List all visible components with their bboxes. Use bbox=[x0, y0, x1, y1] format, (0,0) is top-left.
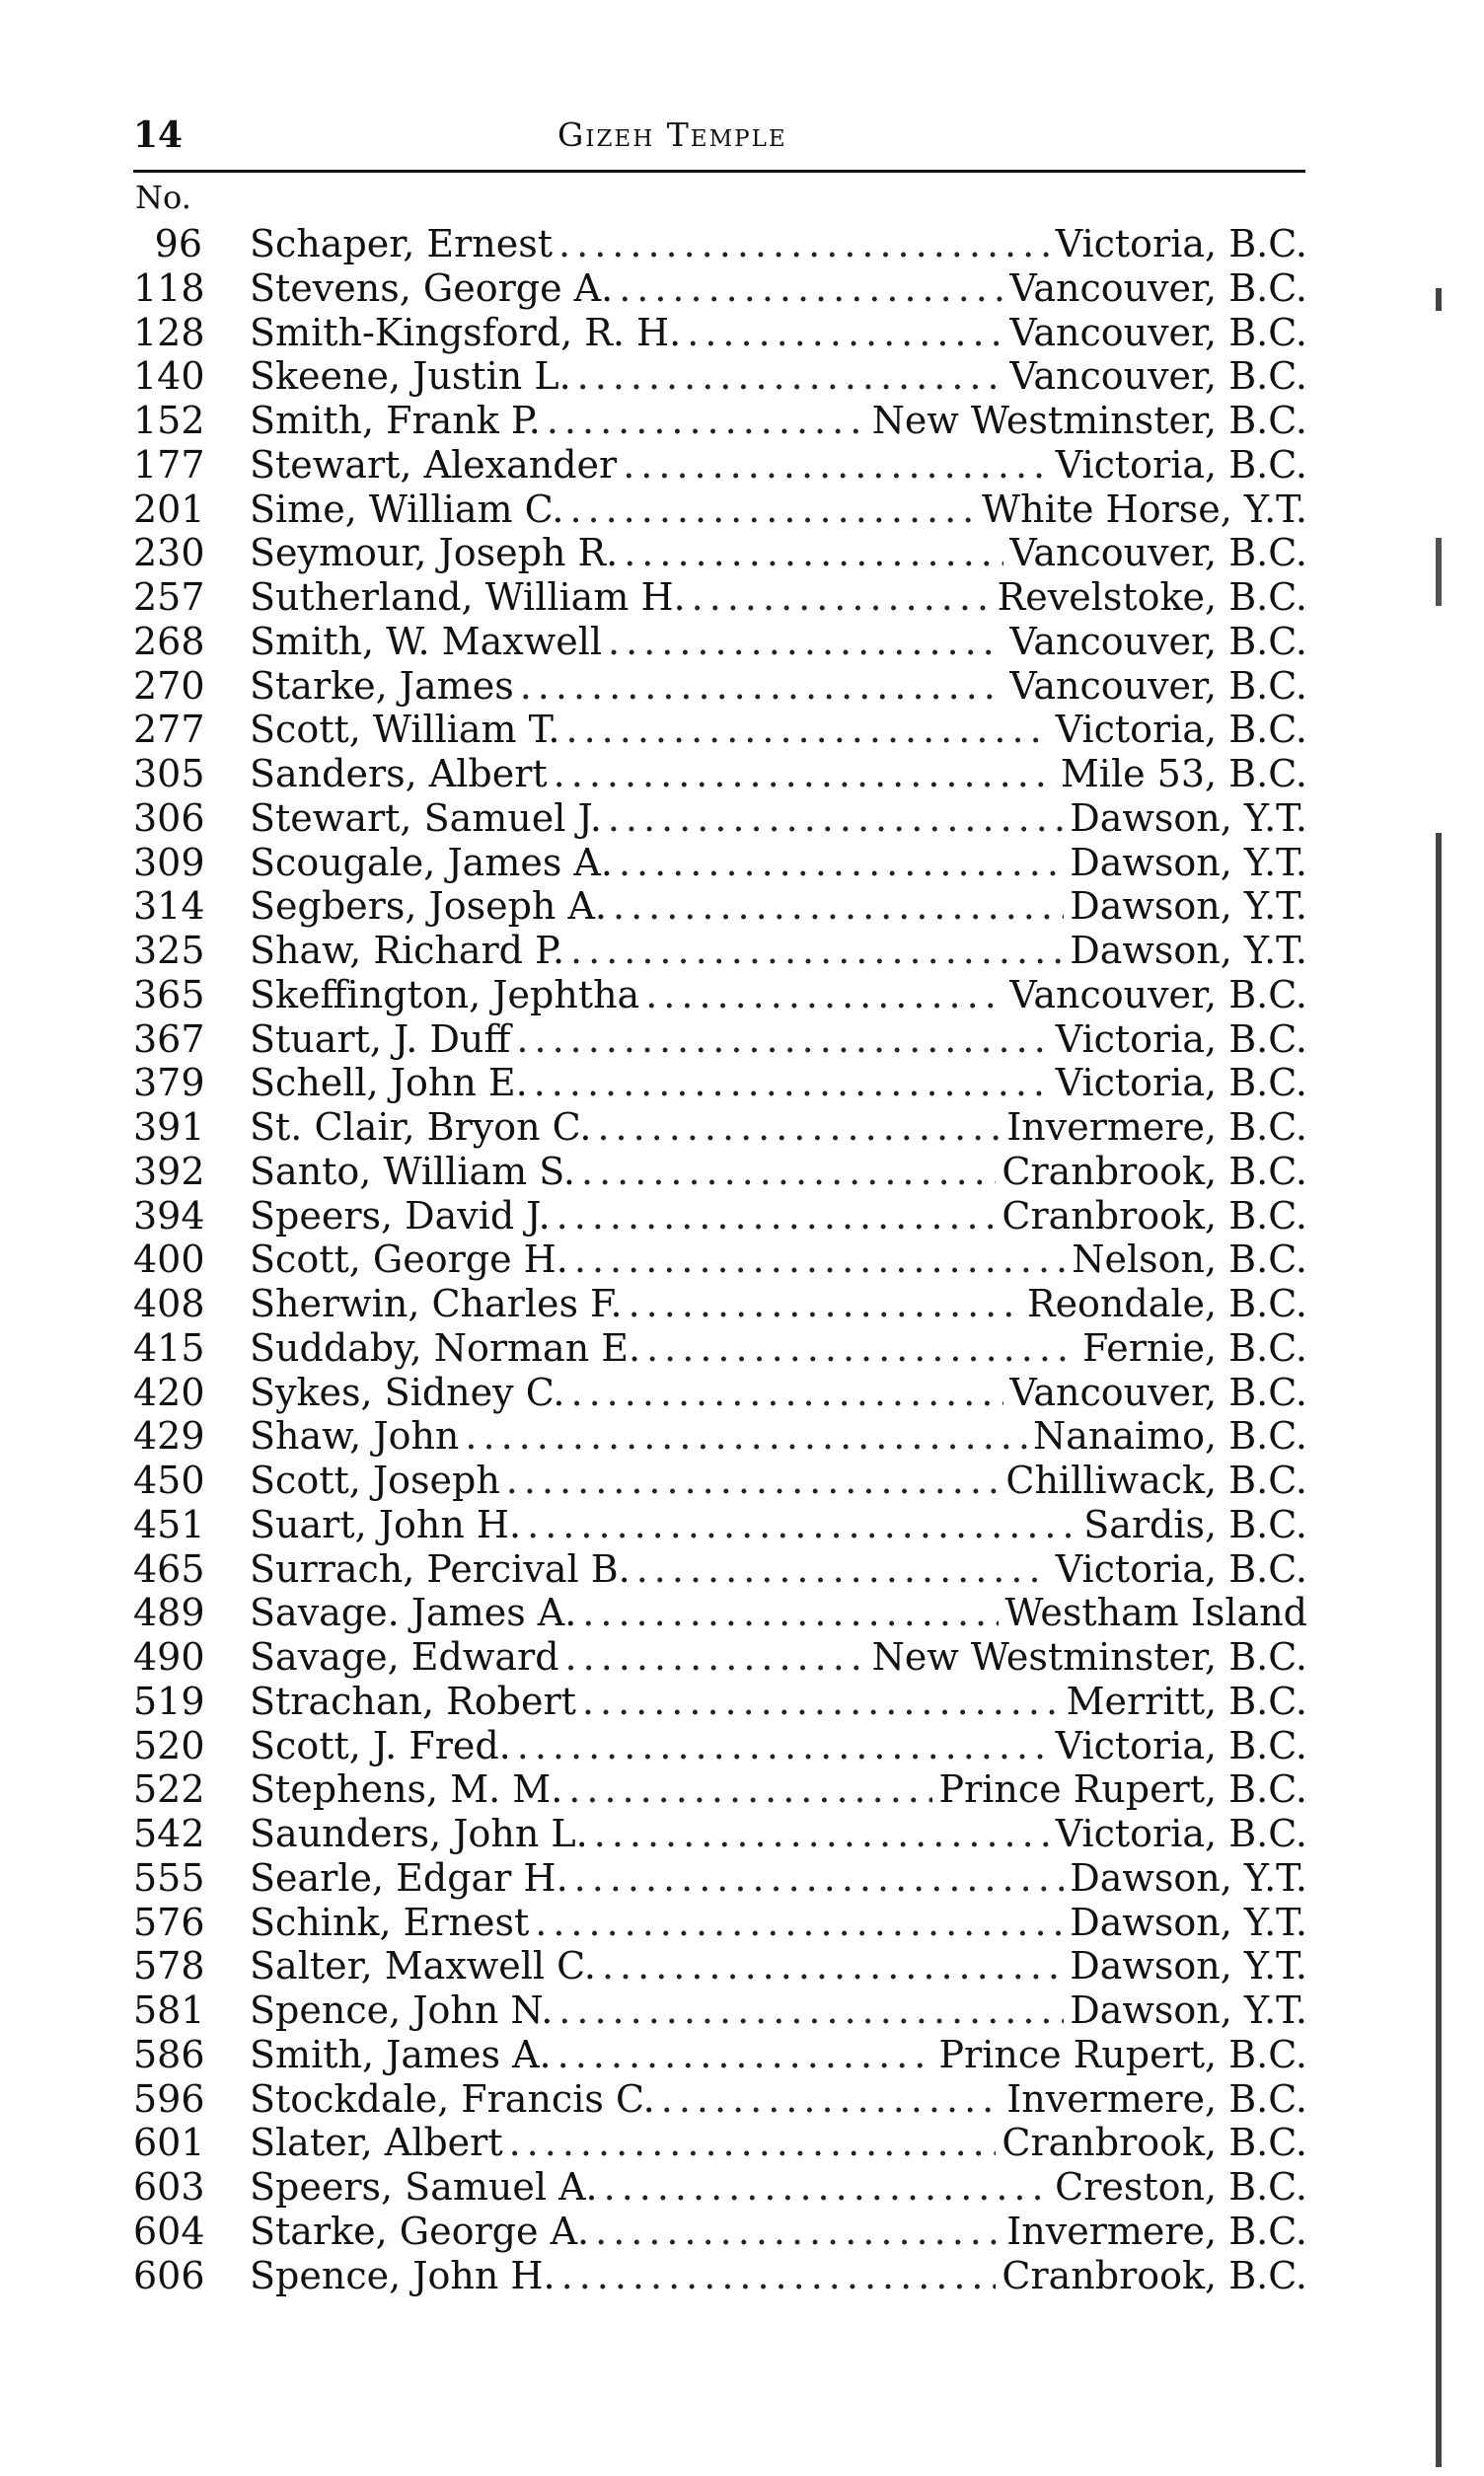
member-location: New Westminster, B.C. bbox=[871, 1635, 1307, 1679]
member-location: Prince Rupert, B.C. bbox=[938, 2032, 1307, 2076]
dot-leader bbox=[692, 575, 992, 620]
dot-leader bbox=[558, 222, 1050, 266]
member-location: Vancouver, B.C. bbox=[1009, 972, 1307, 1016]
member-name: Surrach, Percival B. bbox=[250, 1546, 631, 1591]
list-item bbox=[133, 2254, 1307, 2298]
member-number: 306 bbox=[133, 795, 205, 840]
running-title: Gizeh Temple bbox=[557, 115, 787, 154]
dot-leader bbox=[547, 399, 866, 443]
dot-leader bbox=[568, 1767, 932, 1812]
dot-leader bbox=[517, 1724, 1050, 1768]
dot-leader bbox=[597, 1105, 1001, 1150]
member-location: Victoria, B.C. bbox=[1055, 708, 1307, 752]
list-item bbox=[133, 266, 1307, 311]
member-location: Dawson, Y.T. bbox=[1070, 795, 1307, 840]
dot-leader bbox=[619, 266, 1003, 311]
member-location: Victoria, B.C. bbox=[1055, 1546, 1307, 1591]
list-item bbox=[133, 1238, 1307, 1282]
dot-leader bbox=[636, 1547, 1050, 1592]
dot-leader bbox=[624, 531, 1003, 575]
list-item bbox=[133, 1635, 1307, 1680]
member-location: Nanaimo, B.C. bbox=[1032, 1414, 1307, 1459]
dot-leader bbox=[535, 1901, 1064, 1945]
list-item bbox=[133, 531, 1307, 575]
dot-leader bbox=[534, 1061, 1050, 1105]
list-item bbox=[133, 1194, 1307, 1238]
list-item bbox=[133, 1326, 1307, 1371]
list-item bbox=[133, 708, 1307, 752]
list-item bbox=[133, 1988, 1307, 2033]
list-item bbox=[133, 2165, 1307, 2210]
member-number: 152 bbox=[133, 399, 205, 442]
member-number: 542 bbox=[133, 1812, 205, 1855]
member-name: Scott, J. Fred. bbox=[250, 1723, 511, 1767]
dot-leader bbox=[582, 1680, 1061, 1724]
list-item bbox=[133, 222, 1307, 266]
dot-leader bbox=[646, 1326, 1076, 1371]
dot-leader bbox=[561, 2254, 997, 2298]
member-list bbox=[133, 222, 1307, 2297]
member-name: Santo, William S. bbox=[250, 1149, 575, 1193]
member-name: Sutherland, William H. bbox=[250, 575, 686, 619]
page-number: 14 bbox=[133, 114, 184, 156]
member-name: Suddaby, Norman E. bbox=[250, 1325, 641, 1370]
member-location: Cranbrook, B.C. bbox=[1002, 1193, 1307, 1238]
list-item bbox=[133, 1459, 1307, 1503]
list-item bbox=[133, 2077, 1307, 2122]
list-item bbox=[133, 929, 1307, 973]
member-location: Invermere, B.C. bbox=[1006, 2209, 1307, 2253]
list-item bbox=[133, 1591, 1307, 1635]
member-location: Vancouver, B.C. bbox=[1009, 1370, 1307, 1414]
member-name: Smith, W. Maxwell bbox=[250, 619, 603, 663]
member-name: Sime, William C. bbox=[250, 487, 564, 531]
dot-leader bbox=[554, 752, 1055, 796]
member-name: Stevens, George A. bbox=[250, 265, 614, 310]
dot-leader bbox=[613, 884, 1064, 929]
member-name: Slater, Albert bbox=[250, 2121, 503, 2165]
list-item bbox=[133, 1503, 1307, 1547]
member-name: Stockdale, Francis C. bbox=[250, 2076, 655, 2121]
member-name: Speers, David J. bbox=[250, 1193, 551, 1238]
member-name: Speers, Samuel A. bbox=[250, 2165, 598, 2209]
list-item bbox=[133, 2210, 1307, 2254]
list-item bbox=[133, 1105, 1307, 1150]
page-header bbox=[133, 111, 1307, 160]
member-location: Victoria, B.C. bbox=[1055, 1016, 1307, 1061]
member-name: Starke, George A. bbox=[250, 2209, 590, 2253]
member-number: 578 bbox=[133, 1944, 205, 1988]
member-number: 576 bbox=[133, 1900, 205, 1944]
member-location: Fernie, B.C. bbox=[1081, 1325, 1307, 1370]
list-item bbox=[133, 1371, 1307, 1415]
list-item bbox=[133, 796, 1307, 841]
member-location: Victoria, B.C. bbox=[1055, 1061, 1307, 1105]
list-item bbox=[133, 1282, 1307, 1326]
member-location: Prince Rupert, B.C. bbox=[938, 1767, 1307, 1812]
member-location: Victoria, B.C. bbox=[1055, 222, 1307, 265]
list-item bbox=[133, 664, 1307, 709]
list-item bbox=[133, 311, 1307, 355]
member-number: 465 bbox=[133, 1546, 205, 1591]
list-item bbox=[133, 1724, 1307, 1768]
member-name: Sherwin, Charles F. bbox=[250, 1282, 623, 1325]
member-name: Spence, John N. bbox=[250, 1988, 554, 2032]
member-number: 394 bbox=[133, 1193, 205, 1238]
list-item bbox=[133, 620, 1307, 664]
member-name: Searle, Edgar H. bbox=[250, 1855, 568, 1900]
member-number: 268 bbox=[133, 619, 205, 663]
list-item bbox=[133, 884, 1307, 929]
list-item bbox=[133, 2121, 1307, 2165]
member-number: 603 bbox=[133, 2165, 205, 2209]
member-number: 96 bbox=[154, 222, 202, 265]
member-number: 118 bbox=[133, 265, 205, 310]
dot-leader bbox=[516, 1017, 1049, 1062]
dot-leader bbox=[581, 1150, 996, 1194]
list-item bbox=[133, 1061, 1307, 1105]
dot-leader bbox=[604, 2165, 1050, 2210]
member-number: 604 bbox=[133, 2209, 205, 2253]
member-number: 379 bbox=[133, 1061, 205, 1105]
member-number: 309 bbox=[133, 840, 205, 884]
member-name: Savage, Edward bbox=[250, 1635, 559, 1679]
member-number: 429 bbox=[133, 1414, 205, 1459]
member-location: Westham Island bbox=[1004, 1591, 1307, 1635]
member-number: 305 bbox=[133, 752, 205, 795]
member-location: Victoria, B.C. bbox=[1055, 442, 1307, 487]
member-location: Vancouver, B.C. bbox=[1009, 531, 1307, 575]
member-location: Vancouver, B.C. bbox=[1009, 265, 1307, 310]
member-name: Stewart, Alexander bbox=[250, 442, 618, 487]
member-name: Skeene, Justin L. bbox=[250, 354, 571, 399]
list-item bbox=[133, 1944, 1307, 1988]
member-number: 581 bbox=[133, 1988, 205, 2032]
member-name: Smith, Frank P. bbox=[250, 399, 541, 442]
list-item bbox=[133, 1812, 1307, 1856]
member-name: Spence, John H. bbox=[250, 2253, 556, 2297]
dot-leader bbox=[556, 1194, 997, 1238]
member-number: 128 bbox=[133, 310, 205, 354]
member-number: 520 bbox=[133, 1723, 205, 1767]
dot-leader bbox=[582, 1591, 999, 1635]
member-number: 490 bbox=[133, 1635, 205, 1679]
member-number: 451 bbox=[133, 1502, 205, 1546]
member-location: Cranbrook, B.C. bbox=[1002, 1149, 1307, 1193]
member-number: 400 bbox=[133, 1238, 205, 1282]
member-number: 596 bbox=[133, 2076, 205, 2121]
member-number: 519 bbox=[133, 1679, 205, 1723]
dot-leader bbox=[557, 2033, 933, 2077]
dot-leader bbox=[661, 2077, 1002, 2122]
member-number: 365 bbox=[133, 972, 205, 1016]
list-item bbox=[133, 1150, 1307, 1194]
member-name: Sanders, Albert bbox=[250, 752, 548, 795]
member-number: 270 bbox=[133, 663, 205, 708]
member-number: 489 bbox=[133, 1591, 205, 1635]
member-number: 392 bbox=[133, 1149, 205, 1193]
member-number: 201 bbox=[133, 487, 205, 531]
list-item bbox=[133, 443, 1307, 488]
member-name: Stuart, J. Duff bbox=[250, 1016, 511, 1061]
member-number: 314 bbox=[133, 884, 205, 929]
member-number: 230 bbox=[133, 531, 205, 575]
dot-leader bbox=[571, 1371, 1004, 1415]
dot-leader bbox=[574, 1238, 1066, 1282]
list-item bbox=[133, 1767, 1307, 1812]
member-number: 522 bbox=[133, 1767, 205, 1812]
list-item bbox=[133, 1017, 1307, 1062]
scan-edge-mark bbox=[1436, 197, 1442, 2467]
header-rule bbox=[133, 170, 1305, 173]
member-location: Dawson, Y.T. bbox=[1070, 884, 1307, 929]
dot-leader bbox=[520, 664, 1004, 709]
member-location: Invermere, B.C. bbox=[1006, 1105, 1307, 1149]
member-location: Dawson, Y.T. bbox=[1070, 1944, 1307, 1988]
member-name: Starke, James bbox=[250, 663, 514, 708]
member-number: 140 bbox=[133, 354, 205, 399]
member-location: Dawson, Y.T. bbox=[1070, 1900, 1307, 1944]
member-location: Victoria, B.C. bbox=[1055, 1812, 1307, 1855]
member-name: Skeffington, Jephtha bbox=[250, 972, 640, 1016]
member-name: Shaw, Richard P. bbox=[250, 929, 565, 972]
dot-leader bbox=[608, 796, 1064, 841]
member-location: Merritt, B.C. bbox=[1066, 1679, 1307, 1723]
member-name: Stewart, Samuel J. bbox=[250, 795, 602, 840]
member-name: Sykes, Sidney C. bbox=[250, 1370, 565, 1414]
member-location: Reondale, B.C. bbox=[1026, 1282, 1307, 1325]
member-name: Saunders, John L. bbox=[250, 1812, 588, 1855]
member-location: Vancouver, B.C. bbox=[1009, 619, 1307, 663]
member-location: Dawson, Y.T. bbox=[1070, 929, 1307, 972]
member-location: Dawson, Y.T. bbox=[1070, 1988, 1307, 2032]
member-number: 391 bbox=[133, 1105, 205, 1149]
member-number: 450 bbox=[133, 1459, 205, 1502]
dot-leader bbox=[619, 841, 1064, 885]
member-location: New Westminster, B.C. bbox=[871, 399, 1307, 442]
list-item bbox=[133, 1414, 1307, 1459]
dot-leader bbox=[577, 354, 1004, 399]
member-name: Scott, George H. bbox=[250, 1238, 568, 1282]
member-number: 408 bbox=[133, 1282, 205, 1325]
member-name: Scott, William T. bbox=[250, 708, 560, 752]
list-item bbox=[133, 841, 1307, 885]
dot-leader bbox=[594, 1812, 1050, 1856]
dot-leader bbox=[595, 2210, 1001, 2254]
list-item bbox=[133, 488, 1307, 532]
member-location: Cranbrook, B.C. bbox=[1002, 2121, 1307, 2165]
dot-leader bbox=[570, 929, 1064, 973]
member-location: Vancouver, B.C. bbox=[1009, 354, 1307, 399]
dot-leader bbox=[558, 1988, 1064, 2033]
dot-leader bbox=[574, 1856, 1065, 1901]
member-name: Suart, John H. bbox=[250, 1502, 522, 1546]
member-name: Scott, Joseph bbox=[250, 1459, 500, 1502]
member-name: Schaper, Ernest bbox=[250, 222, 554, 265]
dot-leader bbox=[509, 2121, 997, 2165]
dot-leader bbox=[602, 1944, 1064, 1988]
member-name: Stephens, M. M. bbox=[250, 1767, 563, 1812]
member-location: Dawson, Y.T. bbox=[1070, 1855, 1307, 1900]
dot-leader bbox=[506, 1459, 1001, 1503]
member-name: Schell, John E. bbox=[250, 1061, 528, 1105]
list-item bbox=[133, 1901, 1307, 1945]
member-number: 325 bbox=[133, 929, 205, 972]
member-name: Shaw, John bbox=[250, 1414, 460, 1459]
member-name: Salter, Maxwell C. bbox=[250, 1944, 596, 1988]
member-location: Revelstoke, B.C. bbox=[997, 575, 1307, 619]
member-name: Strachan, Robert bbox=[250, 1679, 576, 1723]
member-location: Invermere, B.C. bbox=[1006, 2076, 1307, 2121]
dot-leader bbox=[645, 973, 1003, 1017]
dot-leader bbox=[608, 620, 1003, 664]
dot-leader bbox=[623, 443, 1050, 488]
member-location: Cranbrook, B.C. bbox=[1002, 2253, 1307, 2297]
member-location: Chilliwack, B.C. bbox=[1005, 1459, 1307, 1502]
member-number: 586 bbox=[133, 2032, 205, 2076]
member-name: Smith, James A. bbox=[250, 2032, 552, 2076]
list-item bbox=[133, 973, 1307, 1017]
member-number: 177 bbox=[133, 442, 205, 487]
list-item bbox=[133, 1680, 1307, 1724]
column-heading-no: No. bbox=[135, 179, 191, 216]
member-location: White Horse, Y.T. bbox=[982, 487, 1307, 531]
dot-leader bbox=[527, 1503, 1077, 1547]
member-location: Dawson, Y.T. bbox=[1070, 840, 1307, 884]
list-item bbox=[133, 1547, 1307, 1592]
list-item bbox=[133, 575, 1307, 620]
member-name: Segbers, Joseph A. bbox=[250, 884, 607, 929]
list-item bbox=[133, 399, 1307, 443]
member-name: Seymour, Joseph R. bbox=[250, 531, 619, 575]
member-name: St. Clair, Bryon C. bbox=[250, 1105, 592, 1149]
member-location: Creston, B.C. bbox=[1055, 2165, 1307, 2209]
dot-leader bbox=[569, 488, 976, 532]
member-location: Mile 53, B.C. bbox=[1060, 752, 1307, 795]
member-name: Scougale, James A. bbox=[250, 840, 613, 884]
member-number: 415 bbox=[133, 1325, 205, 1370]
member-name: Schink, Ernest bbox=[250, 1900, 530, 1944]
member-number: 555 bbox=[133, 1855, 205, 1900]
dot-leader bbox=[465, 1414, 1027, 1459]
member-location: Nelson, B.C. bbox=[1072, 1238, 1307, 1282]
member-number: 606 bbox=[133, 2253, 205, 2297]
dot-leader bbox=[687, 311, 1003, 355]
member-number: 257 bbox=[133, 575, 205, 619]
member-name: Smith-Kingsford, R. H. bbox=[250, 310, 682, 354]
list-item bbox=[133, 354, 1307, 399]
list-item bbox=[133, 752, 1307, 796]
list-item bbox=[133, 1856, 1307, 1901]
dot-leader bbox=[566, 708, 1050, 752]
member-name: Savage. James A. bbox=[250, 1591, 577, 1635]
member-number: 420 bbox=[133, 1370, 205, 1414]
member-number: 277 bbox=[133, 708, 205, 752]
member-location: Vancouver, B.C. bbox=[1009, 663, 1307, 708]
dot-leader bbox=[629, 1282, 1021, 1326]
member-location: Vancouver, B.C. bbox=[1009, 310, 1307, 354]
member-location: Victoria, B.C. bbox=[1055, 1723, 1307, 1767]
dot-leader bbox=[565, 1635, 866, 1680]
list-item bbox=[133, 2033, 1307, 2077]
member-number: 601 bbox=[133, 2121, 205, 2165]
member-location: Sardis, B.C. bbox=[1083, 1502, 1307, 1546]
member-number: 367 bbox=[133, 1016, 205, 1061]
